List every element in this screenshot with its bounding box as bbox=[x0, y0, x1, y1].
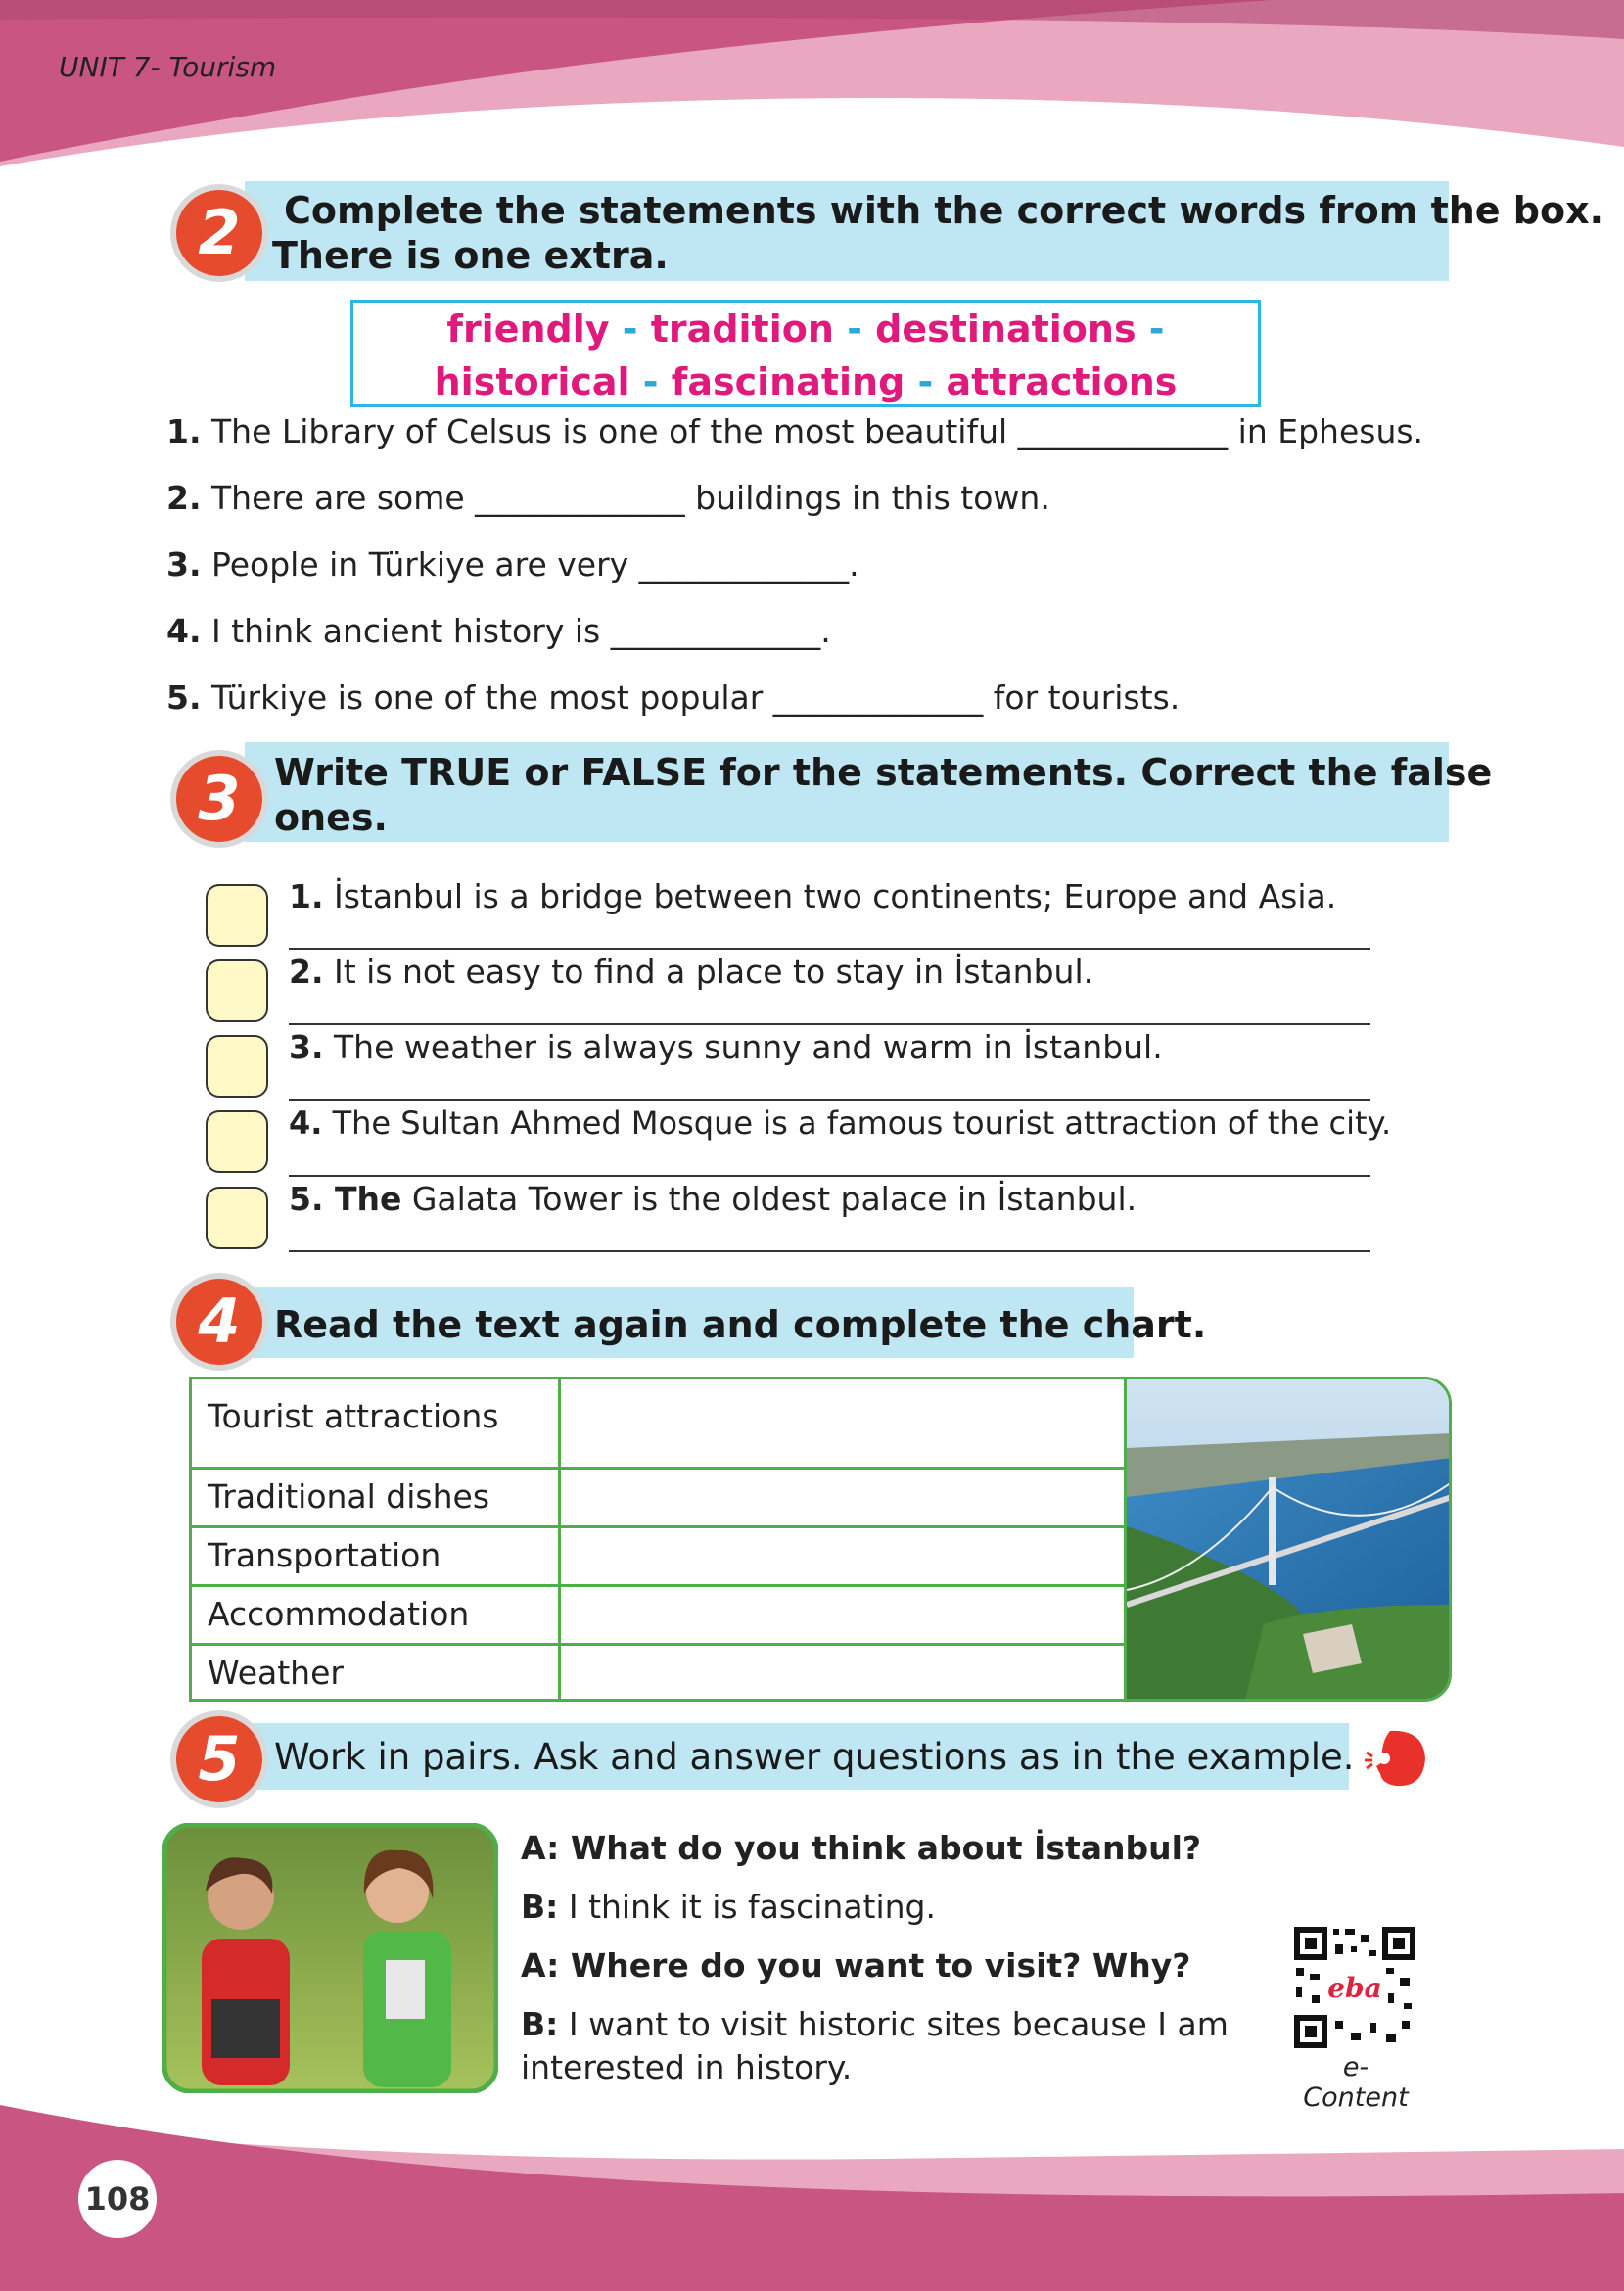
ex2-statement-5: 5. Türkiye is one of the most popular _____________ for tourists. bbox=[166, 678, 1181, 717]
correction-line-3[interactable] bbox=[289, 1099, 1370, 1101]
ex3-statement-1: 1. İstanbul is a bridge between two continents; Europe and Asia. bbox=[289, 877, 1337, 915]
dialog-line-5: interested in history. bbox=[521, 2048, 853, 2086]
tf-answer-box-5[interactable] bbox=[206, 1187, 268, 1249]
ex2-statement-3: 3. People in Türkiye are very _____________. bbox=[166, 545, 859, 584]
word-box-line1: friendly - tradition - destinations - bbox=[446, 307, 1165, 351]
qr-logo: eba bbox=[1327, 1972, 1382, 2004]
dialog-line-4: B: I want to visit historic sites because I am bbox=[521, 2005, 1229, 2043]
exercise-2-badge bbox=[168, 182, 270, 284]
exercise-3-number: 3 bbox=[198, 763, 241, 834]
correction-line-4[interactable] bbox=[289, 1175, 1370, 1177]
correction-line-2[interactable] bbox=[289, 1023, 1370, 1025]
word-attractions: attractions bbox=[946, 360, 1178, 403]
correction-line-1[interactable] bbox=[289, 948, 1370, 950]
chart-answer-cell-2[interactable] bbox=[564, 1470, 1122, 1524]
dialog-line-3: A: Where do you want to visit? Why? bbox=[521, 1946, 1191, 1985]
exercise-4-number: 4 bbox=[198, 1286, 241, 1357]
correction-line-5[interactable] bbox=[289, 1250, 1370, 1252]
speaking-icon bbox=[1363, 1723, 1433, 1794]
chart-row-label-transportation: Transportation bbox=[208, 1536, 441, 1574]
tf-answer-box-2[interactable] bbox=[206, 959, 268, 1022]
exercise-5-instruction: Work in pairs. Ask and answer questions as in the example. bbox=[274, 1736, 1355, 1778]
info-chart bbox=[189, 1377, 1452, 1702]
chart-answer-cell-4[interactable] bbox=[564, 1587, 1122, 1642]
tf-answer-box-4[interactable] bbox=[206, 1110, 268, 1173]
word-fascinating: fascinating bbox=[671, 360, 905, 403]
word-friendly: friendly bbox=[446, 307, 610, 351]
exercise-3-instruction-line2: ones. bbox=[274, 796, 388, 839]
word-box bbox=[350, 300, 1261, 407]
exercise-4-instruction: Read the text again and complete the chart. bbox=[274, 1303, 1207, 1346]
unit-title: UNIT 7- Tourism bbox=[59, 51, 277, 83]
tf-answer-box-3[interactable] bbox=[206, 1035, 268, 1098]
exercise-2-number: 2 bbox=[198, 197, 241, 268]
ex3-statement-3: 3. The weather is always sunny and warm in İstanbul. bbox=[289, 1028, 1163, 1066]
dialog-line-2: B: I think it is fascinating. bbox=[521, 1888, 936, 1926]
ex2-statement-4: 4. I think ancient history is _____________. bbox=[166, 612, 831, 650]
word-tradition: tradition bbox=[650, 307, 834, 351]
ex3-statement-4: 4. The Sultan Ahmed Mosque is a famous tourist attraction of the city. bbox=[289, 1104, 1392, 1142]
ex2-statement-1: 1. The Library of Celsus is one of the most beautiful _____________ in Ephesus. bbox=[166, 412, 1424, 450]
exercise-5-number: 5 bbox=[198, 1723, 241, 1795]
chart-answer-cell-1[interactable] bbox=[564, 1379, 1122, 1466]
chart-answer-cell-5[interactable] bbox=[564, 1646, 1122, 1701]
exercise-3-badge bbox=[168, 748, 270, 850]
exercise-4-badge bbox=[168, 1271, 270, 1373]
e-content-label[interactable]: e-Content bbox=[1303, 2052, 1409, 2113]
chart-answer-cell-3[interactable] bbox=[564, 1528, 1122, 1583]
word-destinations: destinations bbox=[875, 307, 1137, 351]
chart-row-label-traditional-dishes: Traditional dishes bbox=[208, 1477, 490, 1516]
qr-code[interactable] bbox=[1292, 1925, 1417, 2050]
word-historical: historical bbox=[434, 360, 630, 403]
chart-row-label-accommodation: Accommodation bbox=[208, 1595, 470, 1633]
dialog-line-1: A: What do you think about İstanbul? bbox=[521, 1829, 1202, 1867]
page-number: 108 bbox=[78, 2160, 157, 2238]
ex3-statement-5: 5. The Galata Tower is the oldest palace in İstanbul. bbox=[289, 1180, 1137, 1218]
ex3-statement-2: 2. It is not easy to find a place to stay in İstanbul. bbox=[289, 953, 1094, 991]
ex2-statement-2: 2. There are some _____________ buildings in this town. bbox=[166, 479, 1050, 517]
word-box-line2: historical - fascinating - attractions bbox=[434, 360, 1178, 403]
exercise-2-instruction-line1: Complete the statements with the correct words from the box. bbox=[284, 189, 1604, 232]
students-photo bbox=[162, 1823, 498, 2093]
exercise-2-instruction-line2: There is one extra. bbox=[272, 234, 669, 277]
tf-answer-box-1[interactable] bbox=[206, 884, 268, 947]
bosphorus-bridge-photo bbox=[1127, 1379, 1452, 1702]
chart-row-label-tourist-attractions: Tourist attractions bbox=[208, 1397, 499, 1435]
exercise-3-instruction-line1: Write TRUE or FALSE for the statements. Correct the false bbox=[274, 751, 1493, 794]
exercise-5-badge bbox=[168, 1708, 270, 1810]
chart-row-label-weather: Weather bbox=[208, 1654, 344, 1692]
